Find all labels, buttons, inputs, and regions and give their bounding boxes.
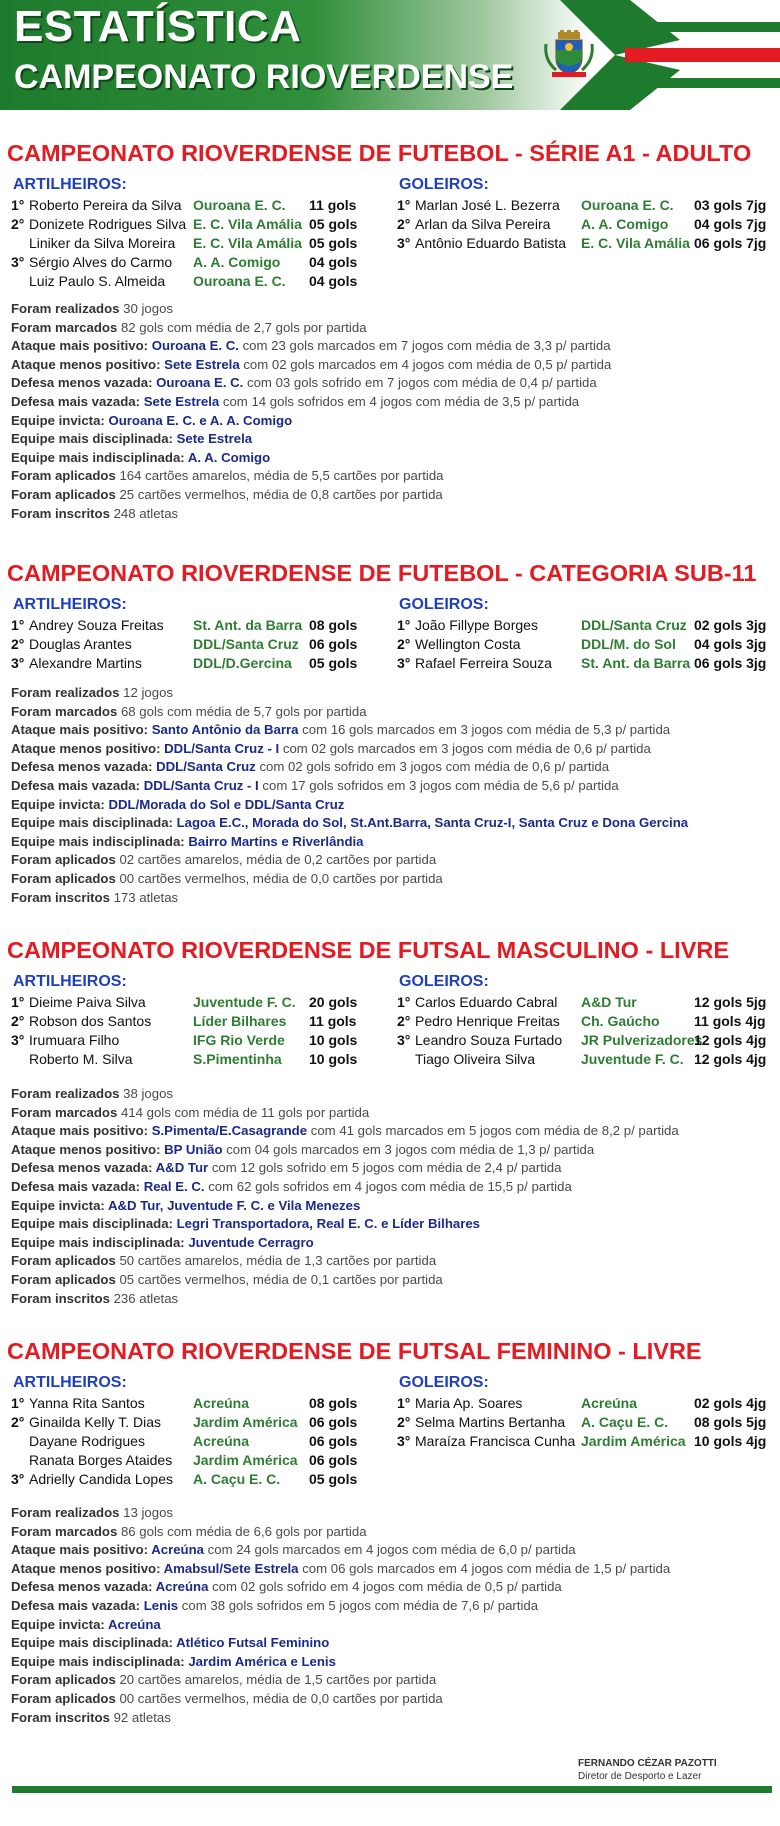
stat-line: Equipe mais disciplinada: Legri Transportadora, Real E. C. e Líder Bilhares	[11, 1216, 481, 1232]
scorers-heading: ARTILHEIROS:	[13, 176, 127, 193]
stat-line: Defesa menos vazada: DDL/Santa Cruz com 02 gols sofrido em 3 jogos com média de 0,6 p/ partida	[11, 759, 610, 775]
section-serie-a1: CAMPEONATO RIOVERDENSE DE FUTEBOL - SÉRIE A1 - ADULTO ARTILHEIROS: GOLEIROS: 1° Roberto Pereira da Silva Ouroana E. C. 11 gols 2° Donizete Rodrigues Silva E. C. Vila Amália 05 gols Liniker da Silva Moreira E. C. Vila Amália 05 gols 3° Sérgio Alves do Carmo A. A. Comigo 04 gols Luiz Paulo S. Almeida Ouroana E. C. 04 gols 1° Marlan José L. Bezerra Ouroana E. C. 03 gols 7jg 2° Arlan da Silva Pereira A. A. Comigo 04 gols 7jg 3° Antônio Eduardo Batista E. C. Vila Amália 06 gols 7jg Foram realizados 30 jogos Foram marcados 82 gols com média de 2,7 gols por partida Ataque mais positivo: Ouroana E. C. com 23 gols marcados em 7 jogos com média de 3,3 p/ partida Ataque menos positivo: Sete Estrela com 02 gols marcados em 4 jogos com média de 0,5 p/ partida Defesa menos vazada: Ouroana E. C. com 03 gols sofrido em 7 jogos com média de 0,4 p/ partida Defesa mais vazada: Sete Estrela com 14 gols sofridos em 4 jogos com média de 3,5 p/ partida Equipe invicta: Ouroana E. C. e A. A. Comigo Equipe mais disciplinada: Sete Estrela Equipe mais indisciplinada: A. A. Comigo Foram aplicados 164 cartões amarelos, média de 5,5 cartões por partida Foram aplicados 25 cartões vermelhos, média de 0,8 cartões por partida Foram inscritos 248 atletas	[0, 140, 780, 520]
section-title: CAMPEONATO RIOVERDENSE DE FUTEBOL - CATEGORIA SUB-11	[7, 560, 757, 586]
stat-line: Ataque mais positivo: Ouroana E. C. com 23 gols marcados em 7 jogos com média de 3,3 p/ partida	[11, 338, 611, 354]
stat-line: Equipe mais indisciplinada: Jardim América e Lenis	[11, 1653, 336, 1669]
stats-list	[11, 1085, 679, 1308]
stat-line: Foram marcados 86 gols com média de 6,6 gols por partida	[11, 1523, 367, 1539]
signature	[578, 1757, 717, 1783]
stat-line: Equipe mais disciplinada: Atlético Futsal Feminino	[11, 1635, 330, 1651]
section-title: CAMPEONATO RIOVERDENSE DE FUTSAL MASCULINO - LIVRE	[7, 937, 730, 963]
stat-line: Foram aplicados 50 cartões amarelos, média de 1,3 cartões por partida	[11, 1253, 437, 1269]
scorers-heading: ARTILHEIROS:	[13, 1374, 127, 1391]
stat-line: Ataque menos positivo: Amabsul/Sete Estrela com 06 gols marcados em 4 jogos com média de 1,5 p/ partida	[11, 1560, 671, 1576]
section-futsal-feminino: CAMPEONATO RIOVERDENSE DE FUTSAL FEMININO - LIVRE ARTILHEIROS: GOLEIROS: 1° Yanna Rita Santos Acreúna 08 gols 2° Ginailda Kelly T. Dias Jardim América 06 gols Dayane Rodrigues Acreúna 06 gols Ranata Borges Ataides Jardim América 06 gols 3° Adrielly Candida Lopes A. Caçu E. C. 05 gols 1° Maria Ap. Soares Acreúna 02 gols 4jg 2° Selma Martins Bertanha A. Caçu E. C. 08 gols 5jg 3° Maraíza Francisca Cunha Jardim América 10 gols 4jg Foram realizados 13 jogos Foram marcados 86 gols com média de 6,6 gols por partida Ataque mais positivo: Acreúna com 24 gols marcados em 4 jogos com média de 6,0 p/ partida Ataque menos positivo: Amabsul/Sete Estrela com 06 gols marcados em 4 jogos com média de 1,5 p/ partida Defesa menos vazada: Acreúna com 02 gols sofrido em 4 jogos com média de 0,5 p/ partida Defesa mais vazada: Lenis com 38 gols sofridos em 5 jogos com média de 7,6 p/ partida Equipe invicta: Acreúna Equipe mais disciplinada: Atlético Futsal Feminino Equipe mais indisciplinada: Jardim América e Lenis Foram aplicados 20 cartões amarelos, média de 1,5 cartões por partida Foram aplicados 00 cartões vermelhos, média de 0,0 cartões por partida Foram inscritos 92 atletas	[0, 1338, 780, 1728]
stat-line: Foram realizados 30 jogos	[11, 301, 173, 316]
stat-line: Ataque menos positivo: DDL/Santa Cruz - I com 02 gols marcados em 3 jogos com média de 0,6 p/ partida	[11, 740, 651, 756]
stat-line: Foram aplicados 00 cartões vermelhos, média de 0,0 cartões por partida	[11, 870, 443, 886]
stat-line: Defesa mais vazada: Real E. C. com 62 gols sofridos em 4 jogos com média de 15,5 p/ partida	[11, 1178, 572, 1194]
stat-line: Defesa menos vazada: Ouroana E. C. com 03 gols sofrido em 7 jogos com média de 0,4 p/ partida	[11, 375, 597, 391]
stat-line: Ataque mais positivo: S.Pimenta/E.Casagrande com 41 gols marcados em 5 jogos com média de 8,2 p/ partida	[11, 1123, 679, 1139]
header-subtitle: CAMPEONATO RIOVERDENSE	[14, 58, 514, 96]
stat-line: Defesa menos vazada: Acreúna com 02 gols sofrido em 4 jogos com média de 0,5 p/ partida	[11, 1579, 562, 1595]
section-futsal-masculino: CAMPEONATO RIOVERDENSE DE FUTSAL MASCULINO - LIVRE ARTILHEIROS: GOLEIROS: 1° Dieime Paiva Silva Juventude F. C. 20 gols 2° Robson dos Santos Líder Bilhares 11 gols 3° Irumuara Filho IFG Rio Verde 10 gols Roberto M. Silva S.Pimentinha 10 gols 1° Carlos Eduardo Cabral A&D Tur 12 gols 5jg 2° Pedro Henrique Freitas Ch. Gaúcho 11 gols 4jg 3° Leandro Souza Furtado JR Pulverizadores 12 gols 4jg Tiago Oliveira Silva Juventude F. C. 12 gols 4jg Foram realizados 38 jogos Foram marcados 414 gols com média de 11 gols por partida Ataque mais positivo: S.Pimenta/E.Casagrande com 41 gols marcados em 5 jogos com média de 8,2 p/ partida Ataque menos positivo: BP União com 04 gols marcados em 3 jogos com média de 1,3 p/ partida Defesa menos vazada: A&D Tur com 12 gols sofrido em 5 jogos com média de 2,4 p/ partida Defesa mais vazada: Real E. C. com 62 gols sofridos em 4 jogos com média de 15,5 p/ partida Equipe invicta: A&D Tur, Juventude F. C. e Vila Menezes Equipe mais disciplinada: Legri Transportadora, Real E. C. e Líder Bilhares Equipe mais indisciplinada: Juventude Cerragro Foram aplicados 50 cartões amarelos, média de 1,3 cartões por partida Foram aplicados 05 cartões vermelhos, média de 0,1 cartões por partida Foram inscritos 236 atletas	[0, 937, 780, 1307]
stat-line: Equipe mais indisciplinada: Bairro Martins e Riverlândia	[11, 833, 364, 849]
municipal-crest-icon	[542, 30, 596, 78]
stat-line: Foram inscritos 92 atletas	[11, 1709, 171, 1725]
keepers-heading: GOLEIROS:	[399, 1374, 489, 1391]
stat-line: Foram aplicados 164 cartões amarelos, média de 5,5 cartões por partida	[11, 468, 444, 484]
stat-line: Equipe mais indisciplinada: A. A. Comigo	[11, 449, 271, 465]
stat-line: Foram aplicados 05 cartões vermelhos, média de 0,1 cartões por partida	[11, 1271, 443, 1287]
stat-line: Equipe invicta: Ouroana E. C. e A. A. Comigo	[11, 412, 293, 428]
stat-line: Foram realizados 12 jogos	[11, 685, 173, 700]
stat-line: Foram marcados 68 gols com média de 5,7 gols por partida	[11, 703, 367, 719]
stat-line: Foram marcados 414 gols com média de 11 gols por partida	[11, 1104, 370, 1120]
stat-line: Foram realizados 13 jogos	[11, 1505, 173, 1520]
stats-list	[11, 684, 688, 907]
section-title: CAMPEONATO RIOVERDENSE DE FUTEBOL - SÉRIE A1 - ADULTO	[7, 140, 752, 166]
stat-line: Equipe mais disciplinada: Lagoa E.C., Morada do Sol, St.Ant.Barra, Santa Cruz-I, Santa Cruz e Dona Gercina	[11, 815, 689, 831]
stat-line: Defesa mais vazada: Sete Estrela com 14 gols sofridos em 4 jogos com média de 3,5 p/ partida	[11, 393, 580, 409]
stat-line: Equipe invicta: Acreúna	[11, 1616, 161, 1632]
header-banner	[0, 0, 780, 110]
scorers-heading: ARTILHEIROS:	[13, 973, 127, 990]
stat-line: Equipe invicta: DDL/Morada do Sol e DDL/Santa Cruz	[11, 796, 345, 812]
header-title: ESTATÍSTICA	[14, 2, 302, 51]
signature-name: FERNANDO CÉZAR PAZOTTI	[578, 1758, 717, 1769]
stat-line: Foram realizados 38 jogos	[11, 1086, 173, 1101]
stat-line: Defesa mais vazada: Lenis com 38 gols sofridos em 5 jogos com média de 7,6 p/ partida	[11, 1597, 539, 1613]
stat-line: Foram aplicados 20 cartões amarelos, média de 1,5 cartões por partida	[11, 1672, 437, 1688]
stat-line: Ataque menos positivo: Sete Estrela com 02 gols marcados em 4 jogos com média de 0,5 p/ partida	[11, 356, 612, 372]
section-sub-11: CAMPEONATO RIOVERDENSE DE FUTEBOL - CATEGORIA SUB-11 ARTILHEIROS: GOLEIROS: 1° Andrey Souza Freitas St. Ant. da Barra 08 gols 2° Douglas Arantes DDL/Santa Cruz 06 gols 3° Alexandre Martins DDL/D.Gercina 05 gols 1° João Fillype Borges DDL/Santa Cruz 02 gols 3jg 2° Wellington Costa DDL/M. do Sol 04 gols 3jg 3° Rafael Ferreira Souza St. Ant. da Barra 06 gols 3jg Foram realizados 12 jogos Foram marcados 68 gols com média de 5,7 gols por partida Ataque mais positivo: Santo Antônio da Barra com 16 gols marcados em 3 jogos com média de 5,3 p/ partida Ataque menos positivo: DDL/Santa Cruz - I com 02 gols marcados em 3 jogos com média de 0,6 p/ partida Defesa menos vazada: DDL/Santa Cruz com 02 gols sofrido em 3 jogos com média de 0,6 p/ partida Defesa mais vazada: DDL/Santa Cruz - I com 17 gols sofridos em 3 jogos com média de 5,6 p/ partida Equipe invicta: DDL/Morada do Sol e DDL/Santa Cruz Equipe mais disciplinada: Lagoa E.C., Morada do Sol, St.Ant.Barra, Santa Cruz-I, Santa Cruz e Dona Gercina Equipe mais indisciplinada: Bairro Martins e Riverlândia Foram aplicados 02 cartões amarelos, média de 0,2 cartões por partida Foram aplicados 00 cartões vermelhos, média de 0,0 cartões por partida Foram inscritos 173 atletas	[0, 560, 780, 910]
stat-line: Equipe mais indisciplinada: Juventude Cerragro	[11, 1234, 314, 1250]
stat-line: Defesa mais vazada: DDL/Santa Cruz - I com 17 gols sofridos em 3 jogos com média de 5,6 p/ partida	[11, 777, 619, 793]
keepers-heading: GOLEIROS:	[399, 176, 489, 193]
stat-line: Foram inscritos 236 atletas	[11, 1290, 179, 1306]
stats-list	[11, 1504, 670, 1727]
stat-line: Ataque mais positivo: Acreúna com 24 gols marcados em 4 jogos com média de 6,0 p/ partida	[11, 1542, 576, 1558]
stat-line: Foram aplicados 25 cartões vermelhos, média de 0,8 cartões por partida	[11, 486, 443, 502]
stat-line: Foram marcados 82 gols com média de 2,7 gols por partida	[11, 319, 367, 335]
stat-line: Defesa menos vazada: A&D Tur com 12 gols sofrido em 5 jogos com média de 2,4 p/ partida	[11, 1160, 562, 1176]
stats-list	[11, 300, 611, 523]
stat-line: Foram inscritos 173 atletas	[11, 889, 179, 905]
stat-line: Ataque mais positivo: Santo Antônio da Barra com 16 gols marcados em 3 jogos com média de 5,3 p/ partida	[11, 722, 671, 738]
stat-line: Equipe invicta: A&D Tur, Juventude F. C. e Vila Menezes	[11, 1197, 361, 1213]
stat-line: Ataque menos positivo: BP União com 04 gols marcados em 3 jogos com média de 1,3 p/ partida	[11, 1141, 595, 1157]
section-title: CAMPEONATO RIOVERDENSE DE FUTSAL FEMININO - LIVRE	[7, 1338, 702, 1364]
footer-bar	[12, 1786, 772, 1793]
stat-line: Equipe mais disciplinada: Sete Estrela	[11, 431, 253, 447]
keepers-heading: GOLEIROS:	[399, 973, 489, 990]
stat-line: Foram inscritos 248 atletas	[11, 505, 179, 521]
keepers-heading: GOLEIROS:	[399, 596, 489, 613]
stat-line: Foram aplicados 00 cartões vermelhos, média de 0,0 cartões por partida	[11, 1690, 443, 1706]
stat-line: Foram aplicados 02 cartões amarelos, média de 0,2 cartões por partida	[11, 852, 437, 868]
scorers-heading: ARTILHEIROS:	[13, 596, 127, 613]
signature-role: Diretor de Desporto e Lazer	[578, 1771, 702, 1782]
